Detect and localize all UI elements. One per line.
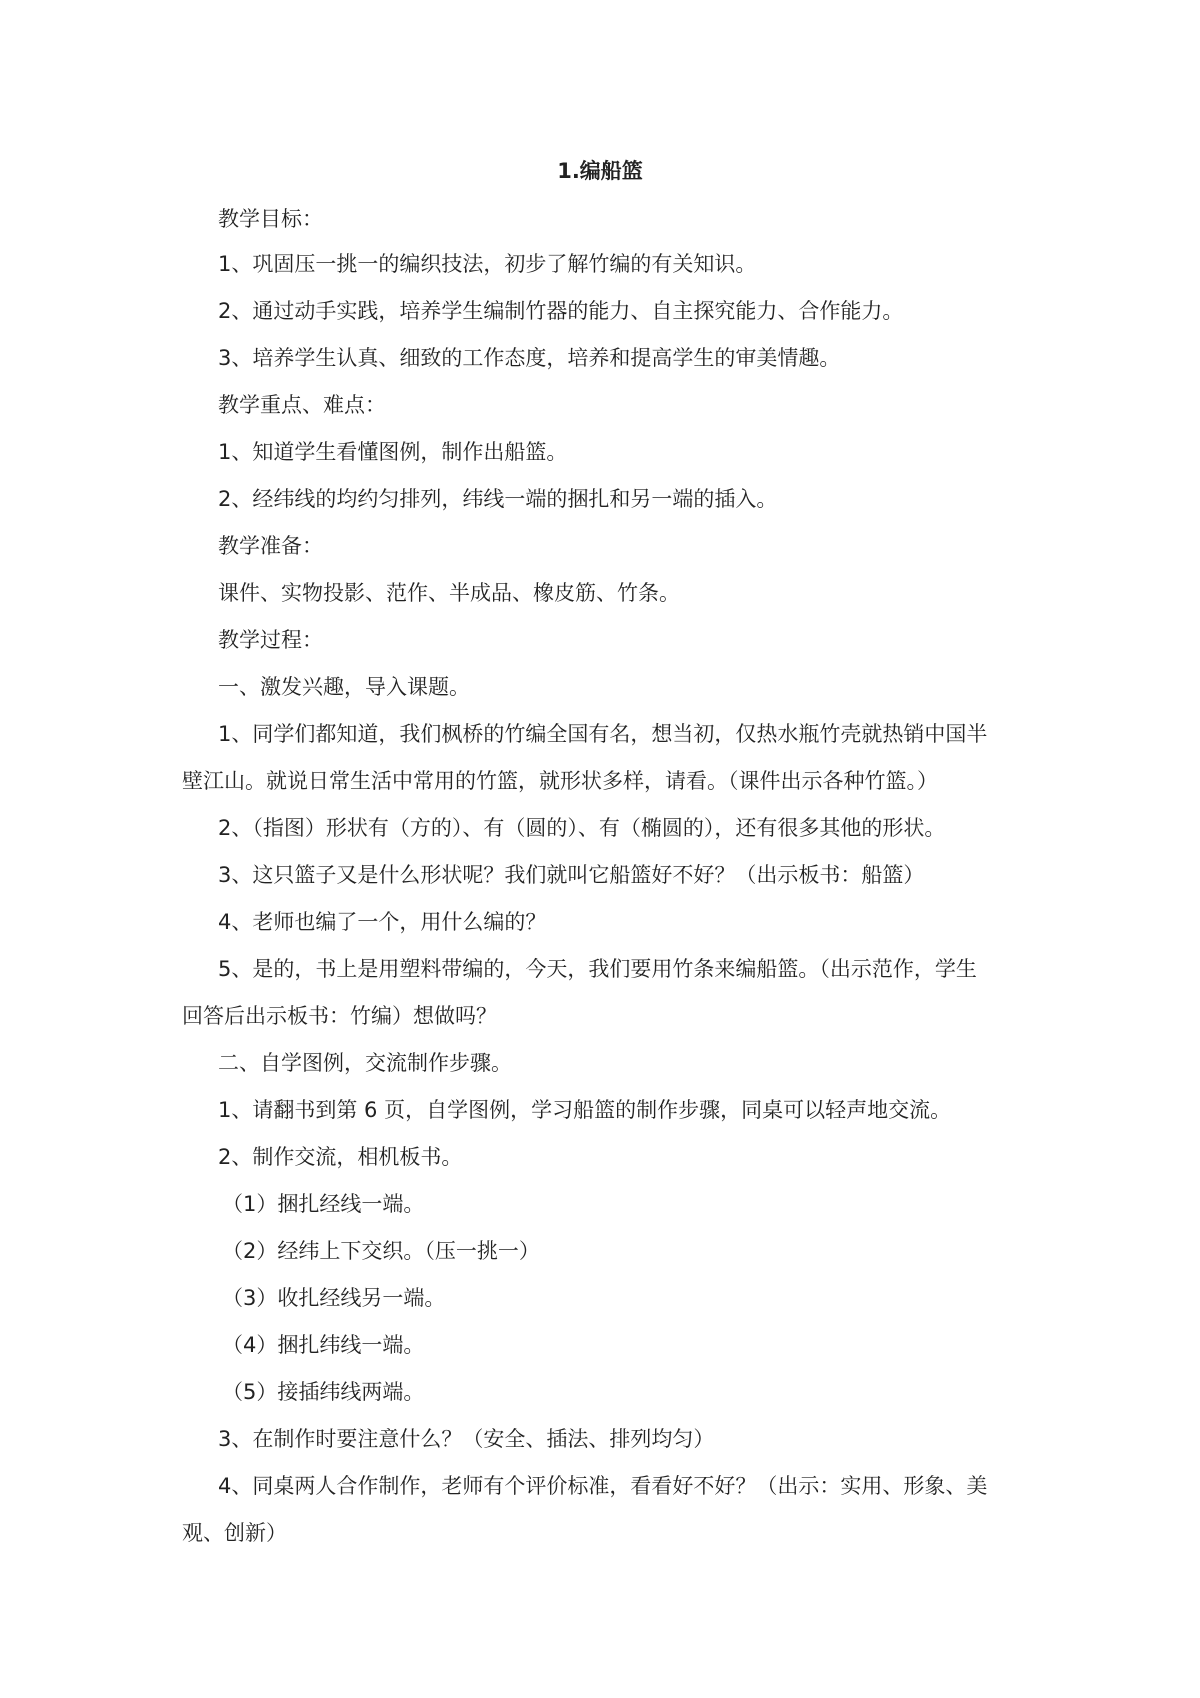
process-part-heading: 一、激发兴趣，导入课题。 <box>218 675 470 699</box>
paragraph-line: 3、在制作时要注意什么？（安全、插法、排列均匀） <box>218 1427 715 1451</box>
section-heading-key-points: 教学重点、难点： <box>218 393 386 417</box>
step-item: （4）捆扎纬线一端。 <box>222 1333 425 1357</box>
paragraph-line: 壁江山。就说日常生活中常用的竹篮，就形状多样，请看。（课件出示各种竹篮。） <box>182 769 938 793</box>
paragraph-line: 2、制作交流，相机板书。 <box>218 1145 463 1169</box>
step-item: （3）收扎经线另一端。 <box>222 1286 446 1310</box>
page-title: 1.编船篮 <box>557 159 643 183</box>
step-item: （2）经纬上下交织。（压一挑一） <box>222 1239 540 1263</box>
paragraph-line: 4、同桌两人合作制作，老师有个评价标准，看看好不好？（出示：实用、形象、美 <box>218 1474 988 1498</box>
section-heading-process: 教学过程： <box>218 628 323 652</box>
paragraph-line: 观、创新） <box>182 1521 287 1545</box>
paragraph-line: 4、老师也编了一个，用什么编的？ <box>218 910 547 934</box>
process-part-heading: 二、自学图例，交流制作步骤。 <box>218 1051 512 1075</box>
section-heading-preparation: 教学准备： <box>218 534 323 558</box>
section-heading-objectives: 教学目标： <box>218 207 323 231</box>
preparation-text: 课件、实物投影、范作、半成品、橡皮筋、竹条。 <box>218 581 680 605</box>
paragraph-line: 回答后出示板书：竹编）想做吗？ <box>182 1004 497 1028</box>
objective-item: 3、培养学生认真、细致的工作态度，培养和提高学生的审美情趣。 <box>218 346 841 370</box>
objective-item: 2、通过动手实践，培养学生编制竹器的能力、自主探究能力、合作能力。 <box>218 299 904 323</box>
paragraph-line: 2、（指图）形状有（方的）、有（圆的）、有（椭圆的），还有很多其他的形状。 <box>218 816 946 840</box>
paragraph-line: 5、是的，书上是用塑料带编的，今天，我们要用竹条来编船篮。（出示范作，学生 <box>218 957 977 981</box>
step-item: （5）接插纬线两端。 <box>222 1380 425 1404</box>
key-point-item: 2、经纬线的均约匀排列，纬线一端的捆扎和另一端的插入。 <box>218 487 778 511</box>
paragraph-line: 1、同学们都知道，我们枫桥的竹编全国有名，想当初，仅热水瓶竹壳就热销中国半 <box>218 722 988 746</box>
paragraph-line: 3、这只篮子又是什么形状呢？我们就叫它船篮好不好？（出示板书：船篮） <box>218 863 925 887</box>
step-item: （1）捆扎经线一端。 <box>222 1192 425 1216</box>
key-point-item: 1、知道学生看懂图例，制作出船篮。 <box>218 440 568 464</box>
objective-item: 1、巩固压一挑一的编织技法，初步了解竹编的有关知识。 <box>218 252 757 276</box>
paragraph-line: 1、请翻书到第 6 页，自学图例，学习船篮的制作步骤，同桌可以轻声地交流。 <box>218 1098 952 1122</box>
